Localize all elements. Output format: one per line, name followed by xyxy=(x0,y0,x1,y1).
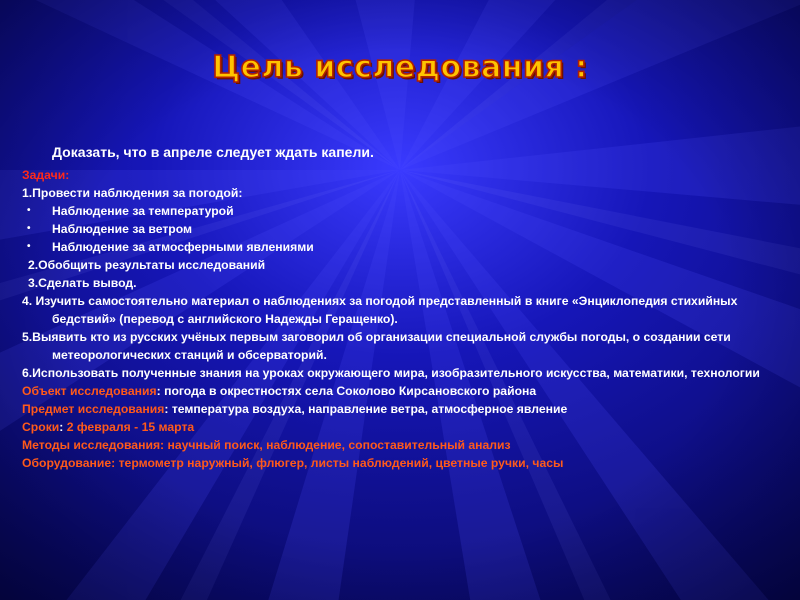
research-subject xyxy=(22,400,782,418)
research-dates-label: Сроки xyxy=(22,420,60,434)
list-item-label: Наблюдение за атмосферными явлениями xyxy=(52,240,314,254)
task-6: 6.Использовать полученные знания на уроках окружающего мира, изобразительного искусства, математики, технологии xyxy=(22,366,760,380)
slide-body xyxy=(22,142,782,472)
list-item xyxy=(22,220,782,238)
research-object-label: Объект исследования xyxy=(22,384,157,398)
slide-title: Цель исследования : xyxy=(212,50,588,85)
list-item-label: Наблюдение за температурой xyxy=(52,204,234,218)
task-5: 5.Выявить кто из русских учёных первым заговорил об организации специальной службы погоды, о создании сети метеорологических станций и обсерваторий. xyxy=(22,330,731,362)
tasks-heading: Задачи: xyxy=(22,168,70,182)
research-object xyxy=(22,382,782,400)
research-dates-colon: : xyxy=(59,420,67,434)
task-2: 2.Обобщить результаты исследований xyxy=(28,258,266,272)
task-3: 3.Сделать вывод. xyxy=(28,276,137,290)
research-methods: Методы исследования: научный поиск, наблюдение, сопоставительный анализ xyxy=(22,438,511,452)
list-item-label: Наблюдение за ветром xyxy=(52,222,193,236)
list-item xyxy=(22,202,782,220)
bullet-icon: • xyxy=(27,205,31,216)
research-dates-value: 2 февраля - 15 марта xyxy=(66,420,195,434)
research-object-value: : погода в окрестностях села Соколово Кирсановского района xyxy=(156,384,537,398)
task-4: 4. Изучить самостоятельно материал о наблюдениях за погодой представленный в книге «Энциклопедия стихийных бедствий» (перевод с английского Надежды Геращенко). xyxy=(22,294,738,326)
research-dates xyxy=(22,418,782,436)
task-1: 1.Провести наблюдения за погодой: xyxy=(22,186,243,200)
research-goal: Доказать, что в апреле следует ждать капели. xyxy=(52,144,374,160)
observation-list xyxy=(22,202,782,256)
bullet-icon: • xyxy=(27,223,31,234)
list-item xyxy=(22,238,782,256)
bullet-icon: • xyxy=(27,241,31,252)
research-subject-value: : температура воздуха, направление ветра, атмосферное явление xyxy=(164,402,568,416)
research-equipment: Оборудование: термометр наружный, флюгер, листы наблюдений, цветные ручки, часы xyxy=(22,456,564,470)
research-subject-label: Предмет исследования xyxy=(22,402,165,416)
